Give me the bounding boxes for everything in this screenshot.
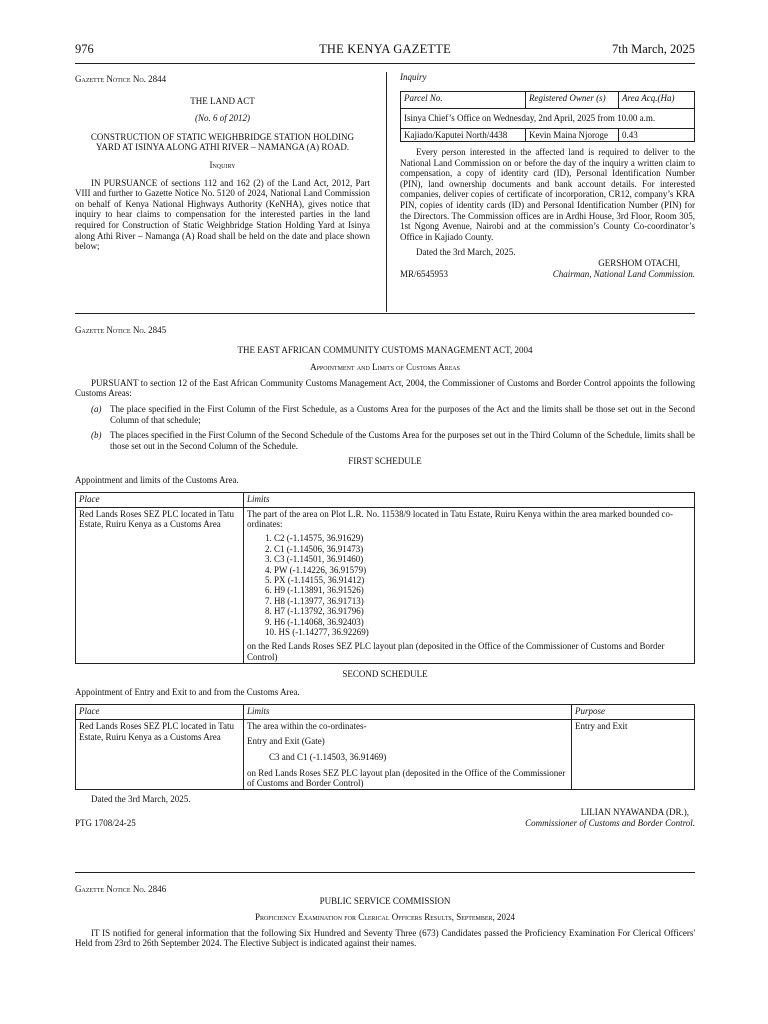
page-header — [75, 44, 695, 60]
item-text: The places specified in the First Column of the Second Schedule of the Customs Area for the purposes set out in the Third Column of the Schedule, limits shall be those set out in the Second Column of the Schedule. — [110, 430, 695, 451]
item-text: The place specified in the First Column of the First Schedule, as a Customs Area for the purposes of the Act and the limits shall be those set out in the Second Column of that schedule; — [110, 403, 695, 425]
header-limits: Limits — [244, 492, 695, 507]
gazette-date: 7th March, 2025 — [612, 42, 695, 56]
limits-intro: The part of the area on Plot L.R. No. 11538/9 located in Tatu Estate, Ruiru Kenya within the area marked bounded co-ordinates: — [247, 508, 673, 529]
header-place: Place — [76, 492, 244, 507]
limits-line: C3 and C1 (-1.14503, 36.91469) — [269, 752, 387, 763]
limits-line: The area within the co-ordinates- — [247, 721, 367, 732]
coordinate-item: 1. C2 (-1.14575, 36.91629) — [265, 533, 364, 544]
place-cell: Red Lands Roses SEZ PLC located in Tatu Estate, Ruiru Kenya as a Customs Area — [76, 720, 244, 790]
notice-2845 — [75, 325, 695, 829]
header-owner: Registered Owner (s) — [526, 91, 619, 108]
notice-heading: CONSTRUCTION OF STATIC WEIGHBRIDGE STATION HOLDING YARD AT ISINYA ALONG ATHI RIVER – NAMANGA (A) ROAD. — [90, 131, 355, 153]
notice-2844-right — [400, 72, 695, 280]
purpose-cell: Entry and Exit — [572, 720, 695, 790]
limits-outro: on the Red Lands Roses SEZ PLC layout plan (deposited in the Office of the Commissioner of Customs and Border Control) — [247, 641, 665, 662]
item-label: (a) — [91, 403, 102, 414]
coordinate-item: 10. HS (-1.14277, 36.92269) — [265, 627, 369, 637]
table-header-row — [401, 91, 695, 108]
act-title: THE EAST AFRICAN COMMUNITY CUSTOMS MANAGEMENT ACT, 2004 — [237, 344, 533, 355]
notice-number: Gazette Notice No. 2844 — [75, 74, 167, 84]
signatory-name: GERSHOM OTACHI, — [598, 257, 680, 268]
notice-heading: PUBLIC SERVICE COMMISSION — [319, 895, 451, 906]
coordinate-item: 6. H9 (-1.13891, 36.91526) — [265, 585, 364, 596]
header-parcel: Parcel No. — [401, 91, 526, 108]
table-row — [76, 720, 695, 790]
first-schedule-table — [75, 492, 695, 665]
inquiry-label: Inquiry — [400, 72, 427, 82]
notice-paragraph: Every person interested in the affected land is required to deliver to the National Land Commission on or before the day of the inquiry a written claim to compensation, a copy of identity card (ID), Personal Identification Number (PIN), land ownership documents and bank account details. For interested companies, deliver copies of certificate of incorporation, CR12, company’s KRA PIN, copies of identity cards (ID) and Personal Identification Number (PIN) for the Directors. The Commission offices are in Ardhi House, 3rd Floor, Room 305, 1st Ngong Avenue, Nairobi and at the commission’s County Co-coordinator’s Office in Kajiado County. — [400, 147, 695, 242]
table-row — [76, 507, 695, 664]
notice-2844-left — [75, 74, 370, 252]
table-header-row — [76, 492, 695, 507]
signatory-name: LILIAN NYAWANDA (DR.), — [580, 807, 689, 818]
header-purpose: Purpose — [572, 705, 695, 720]
coordinate-item: 7. H8 (-1.13977, 36.91713) — [265, 595, 364, 606]
notice-number: Gazette Notice No. 2845 — [75, 325, 167, 335]
inquiry-venue: Isinya Chief’s Office on Wednesday, 2nd April, 2025 from 10.00 a.m. — [401, 108, 695, 128]
list-item — [75, 404, 695, 425]
header-limits: Limits — [244, 705, 572, 720]
notice-number: Gazette Notice No. 2846 — [75, 884, 167, 894]
dated-line: Dated the 3rd March, 2025. — [91, 794, 191, 805]
parcel-number: Kajiado/Kaputei North/4438 — [401, 128, 526, 141]
coordinate-item: 4. PW (-1.14226, 36.91579) — [265, 564, 367, 575]
notice-subheading: Appointment and Limits of Customs Areas — [310, 362, 460, 373]
signature-line — [75, 818, 695, 829]
notice-2846 — [75, 884, 695, 949]
registered-owner: Kevin Maina Njoroge — [526, 128, 619, 141]
inquiry-venue-row — [401, 108, 695, 128]
gazette-title: THE KENYA GAZETTE — [319, 42, 451, 56]
signature-line — [400, 269, 695, 280]
header-rule — [75, 63, 695, 64]
notice-subheading: Proficiency Examination for Clerical Officers Results, September, 2024 — [254, 912, 516, 923]
notice-body: IT IS notified for general information that the following Six Hundred and Seventy Three (673) Candidates passed the Proficiency Examination For Clerical Officers' Held from 23rd to 26th September 2024. The Elective Subject is indicated against their names. — [75, 927, 695, 949]
dated-line: Dated the 3rd March, 2025. — [416, 247, 516, 258]
limits-cell — [244, 720, 572, 790]
reference-number: MR/6545953 — [400, 268, 449, 279]
signatory-title: Commissioner of Customs and Border Control. — [525, 817, 695, 828]
schedule-title: FIRST SCHEDULE — [348, 456, 422, 467]
coordinate-item: 3. C3 (-1.14501, 36.91460) — [265, 554, 364, 565]
limits-cell — [244, 507, 695, 664]
table-row — [401, 128, 695, 141]
list-item — [75, 430, 695, 451]
signatory-title: Chairman, National Land Commission. — [552, 268, 695, 279]
schedule-caption: Appointment and limits of the Customs Area. — [75, 474, 239, 485]
notice-intro: PURSUANT to section 12 of the East African Community Customs Management Act, 2004, the Commissioner of Customs and Border Control appoints the following Customs Areas: — [75, 377, 695, 399]
column-divider — [386, 72, 387, 312]
page-number: 976 — [75, 42, 94, 56]
limits-line: Entry and Exit (Gate) — [247, 735, 325, 746]
reference-number: PTG 1708/24-25 — [75, 817, 136, 828]
coordinate-item: 8. H7 (-1.13792, 36.91796) — [265, 606, 364, 617]
act-title: THE LAND ACT — [190, 95, 255, 106]
place-cell: Red Lands Roses SEZ PLC located in Tatu Estate, Ruiru Kenya as a Customs Area — [76, 507, 244, 664]
header-place: Place — [76, 705, 244, 720]
notice-body: IN PURSUANCE of sections 112 and 162 (2) of the Land Act, 2012, Part VIII and further to Gazette Notice No. 5120 of 2024, National Land Commission on behalf of Kenya National Highways Authority (KeNHA), gives notice that inquiry to hear claims to compensation for the interested parties in the land required for Construction of Static Weighbridge Station Holding Yard at Isinya along Athi River – Namanga (A) Road shall be held on the date and place shown below; — [75, 177, 370, 252]
coordinate-item: 2. C1 (-1.14506, 36.91473) — [265, 543, 364, 554]
notice-separator — [75, 872, 695, 873]
act-number: (No. 6 of 2012) — [195, 113, 250, 124]
notice-separator — [75, 313, 695, 314]
coordinate-list — [247, 533, 691, 637]
area-acquired: 0.43 — [619, 128, 695, 141]
coordinate-item: 5. PX (-1.14155, 36.91412) — [265, 574, 365, 585]
table-header-row — [76, 705, 695, 720]
schedule-caption: Appointment of Entry and Exit to and from the Customs Area. — [75, 686, 300, 697]
schedule-title: SECOND SCHEDULE — [342, 669, 428, 680]
limits-line: on Red Lands Roses SEZ PLC layout plan (deposited in the Office of the Commissioner of Customs and Border Control) — [247, 767, 566, 789]
item-label: (b) — [91, 430, 102, 441]
second-schedule-table — [75, 704, 695, 790]
header-area: Area Acq.(Ha) — [619, 91, 695, 108]
notice-subheading: Inquiry — [209, 159, 236, 170]
coordinate-item: 9. H6 (-1.14068, 36.92403) — [265, 616, 364, 627]
inquiry-table — [400, 91, 695, 142]
